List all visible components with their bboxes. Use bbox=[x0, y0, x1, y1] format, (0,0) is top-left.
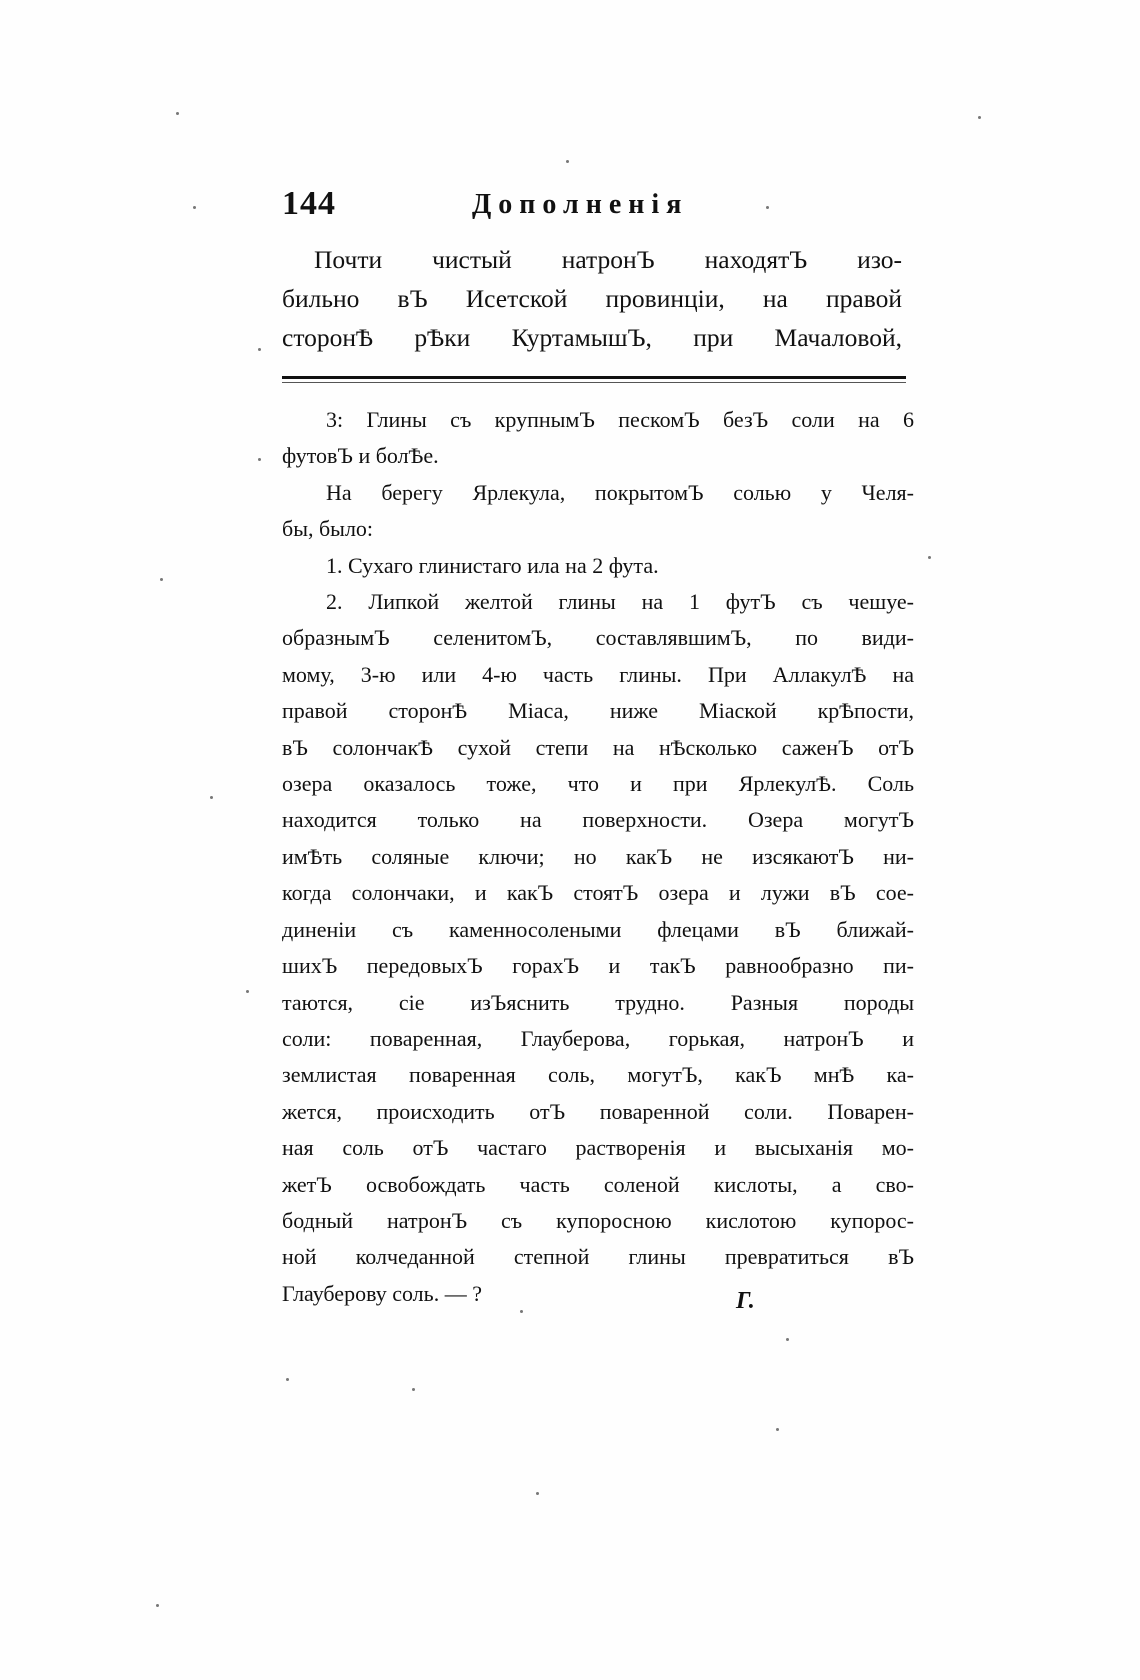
scan-speck bbox=[156, 1604, 159, 1607]
footnote-line: футовЪ и болѢе. bbox=[282, 443, 439, 469]
page-number: 144 bbox=[282, 185, 336, 222]
footnote-line: бы, было: bbox=[282, 516, 374, 542]
footnote-line: мому, 3-ю или 4-ю часть глины. При АллакулѢ на bbox=[282, 661, 914, 687]
footnote-line: землистая поваренная соль, могутЪ, какЪ мнѢ ка- bbox=[282, 1062, 914, 1088]
footnote-line: когда солончаки, и какЪ стоятЪ озера и лужи вЪ сое- bbox=[282, 880, 914, 906]
footnote-line: ной колчеданной степной глины превратиться вЪ bbox=[282, 1244, 914, 1270]
scan-speck bbox=[193, 206, 196, 209]
footnote-line: Глауберову соль. — ? bbox=[282, 1280, 482, 1306]
running-head: Дополненія bbox=[472, 189, 689, 220]
scan-speck bbox=[210, 796, 213, 799]
footnote-line: бодный натронЪ съ купоросною кислотою купорос- bbox=[282, 1207, 914, 1233]
scan-speck bbox=[258, 348, 261, 351]
scan-speck bbox=[566, 160, 569, 163]
scan-speck bbox=[766, 206, 769, 209]
footnote-line: таются, сіе изЪяснить трудно. Разныя породы bbox=[282, 989, 914, 1015]
scan-speck bbox=[246, 990, 249, 993]
main-text-line: Почти чистый натронЪ находятЪ изо- bbox=[314, 245, 902, 274]
scan-speck bbox=[160, 578, 163, 581]
scan-speck bbox=[520, 1310, 523, 1313]
footnote-line: ная соль отЪ частаго растворенія и высыханія мо- bbox=[282, 1135, 914, 1161]
main-text-line: сторонѢ рѢки КуртамышЪ, при Мачаловой, bbox=[282, 323, 902, 352]
footnote bbox=[282, 402, 914, 1312]
footnote-line: озера оказалось тоже, что и при ЯрлекулѢ. Соль bbox=[282, 771, 914, 797]
footnote-line: вЪ солончакѢ сухой степи на нѢсколько саженЪ отЪ bbox=[282, 734, 914, 760]
footnote-line: находится только на поверхности. Озера могутЪ bbox=[282, 807, 914, 833]
scan-speck bbox=[978, 116, 981, 119]
scan-speck bbox=[536, 1492, 539, 1495]
footnote-line: На берегу Ярлекула, покрытомЪ солью у Челя- bbox=[326, 479, 914, 505]
scan-speck bbox=[786, 1338, 789, 1341]
footnote-line: 2. Липкой желтой глины на 1 футЪ съ чешуе- bbox=[326, 589, 914, 615]
footnote-signature: Г. bbox=[736, 1288, 755, 1314]
footnote-line: правой сторонѢ Міаса, ниже Міаской крѢпости, bbox=[282, 698, 914, 724]
footnote-line: 3: Глины съ крупнымЪ пескомЪ безЪ соли на 6 bbox=[326, 407, 914, 432]
main-text-line: бильно вЪ Исетской провинціи, на правой bbox=[282, 284, 902, 313]
scan-speck bbox=[286, 1378, 289, 1381]
footnote-line: жется, происходить отЪ поваренной соли. Поварен- bbox=[282, 1098, 914, 1124]
main-text bbox=[282, 240, 902, 357]
page-header bbox=[282, 185, 902, 235]
footnote-line: диненіи съ каменносолеными флецами вЪ ближай- bbox=[282, 916, 914, 942]
scan-speck bbox=[258, 458, 261, 461]
footnote-line: соли: поваренная, Глауберова, горькая, натронЪ и bbox=[282, 1025, 914, 1051]
footnote-divider-thin bbox=[282, 382, 906, 383]
footnote-line: жетЪ освобождать часть соленой кислоты, а сво- bbox=[282, 1171, 914, 1197]
footnote-line: 1. Сухаго глинистаго ила на 2 фута. bbox=[326, 552, 659, 578]
scan-speck bbox=[776, 1428, 779, 1431]
scan-speck bbox=[412, 1388, 415, 1391]
footnote-line: шихЪ передовыхЪ горахЪ и такЪ равнообразно пи- bbox=[282, 953, 914, 979]
footnote-line: имѢть соляные ключи; но какЪ не изсякаютЪ ни- bbox=[282, 843, 914, 869]
footnote-divider bbox=[282, 376, 906, 379]
scan-speck bbox=[176, 112, 179, 115]
footnote-line: образнымЪ селенитомЪ, составлявшимЪ, по види- bbox=[282, 625, 914, 651]
scan-speck bbox=[928, 556, 931, 559]
